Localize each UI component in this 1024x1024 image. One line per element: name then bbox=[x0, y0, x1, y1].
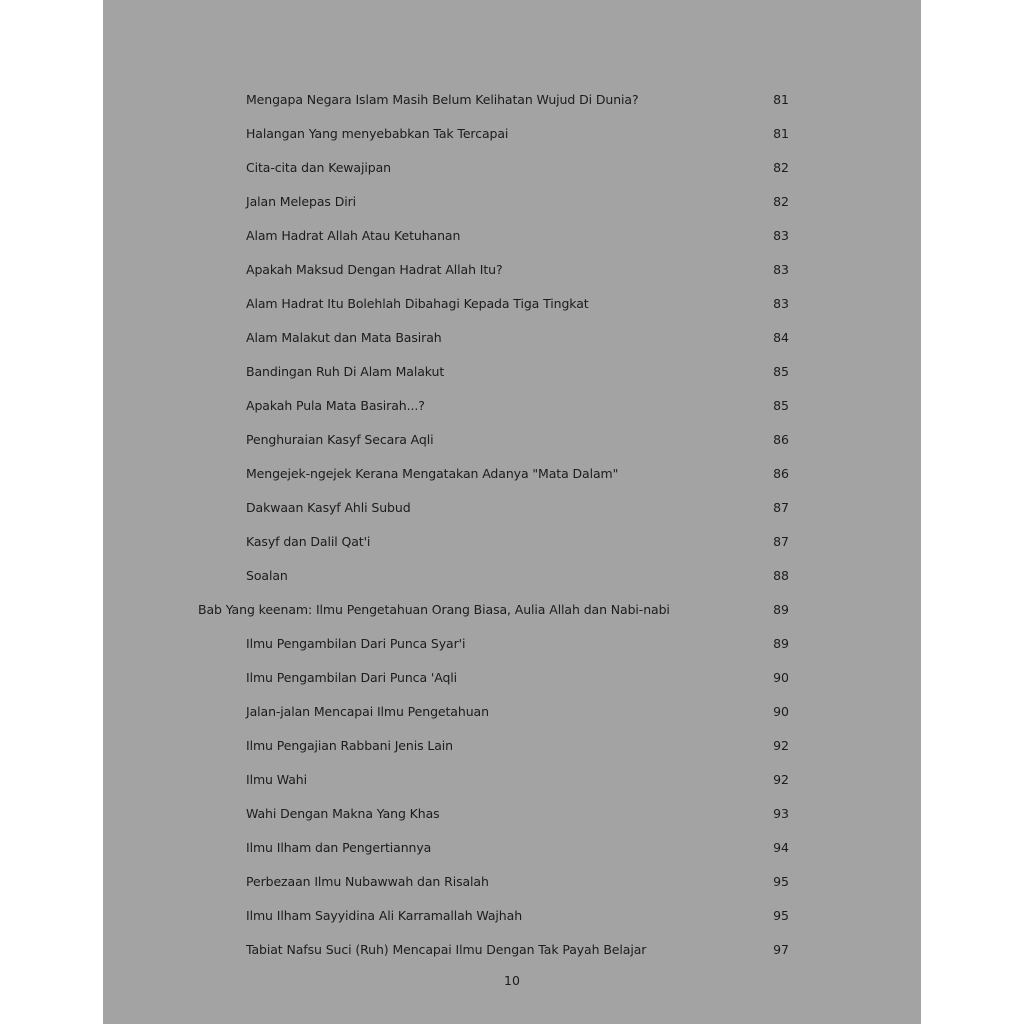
toc-entry bbox=[103, 253, 921, 287]
toc-entry bbox=[103, 423, 921, 457]
toc-entry-title: Cita-cita dan Kewajipan bbox=[246, 160, 391, 175]
toc-entry bbox=[103, 627, 921, 661]
toc-entry-page: 83 bbox=[773, 262, 789, 277]
toc-entry-page: 83 bbox=[773, 296, 789, 311]
toc-entry bbox=[103, 559, 921, 593]
toc-entry-page: 95 bbox=[773, 908, 789, 923]
toc-entry-page: 86 bbox=[773, 466, 789, 481]
toc-entry-page: 95 bbox=[773, 874, 789, 889]
toc-entry-page: 84 bbox=[773, 330, 789, 345]
toc-entry bbox=[103, 389, 921, 423]
toc-entry-page: 87 bbox=[773, 500, 789, 515]
toc-entry-title: Halangan Yang menyebabkan Tak Tercapai bbox=[246, 126, 509, 141]
toc-entry-title: Bab Yang keenam: Ilmu Pengetahuan Orang Biasa, Aulia Allah dan Nabi-nabi bbox=[198, 602, 670, 617]
toc-entry-page: 88 bbox=[773, 568, 789, 583]
toc-entry-page: 92 bbox=[773, 772, 789, 787]
toc-entry-title: Soalan bbox=[246, 568, 288, 583]
toc-entry-title: Mengapa Negara Islam Masih Belum Kelihatan Wujud Di Dunia? bbox=[246, 92, 639, 107]
toc-entry-page: 85 bbox=[773, 398, 789, 413]
toc-entry bbox=[103, 355, 921, 389]
toc-entry-title: Ilmu Wahi bbox=[246, 772, 307, 787]
toc-entry-page: 86 bbox=[773, 432, 789, 447]
toc-entry-title: Bandingan Ruh Di Alam Malakut bbox=[246, 364, 445, 379]
toc-entry bbox=[103, 219, 921, 253]
toc-entry-title: Jalan Melepas Diri bbox=[246, 194, 357, 209]
toc-entry-title: Wahi Dengan Makna Yang Khas bbox=[246, 806, 440, 821]
toc-entry-title: Apakah Maksud Dengan Hadrat Allah Itu? bbox=[246, 262, 503, 277]
toc-entry-page: 82 bbox=[773, 160, 789, 175]
toc-entry-title: Ilmu Ilham dan Pengertiannya bbox=[246, 840, 432, 855]
toc-entry-page: 87 bbox=[773, 534, 789, 549]
toc-entry-title: Apakah Pula Mata Basirah...? bbox=[246, 398, 425, 413]
toc-entry bbox=[103, 729, 921, 763]
toc-entry-page: 94 bbox=[773, 840, 789, 855]
toc-entry-title: Alam Hadrat Itu Bolehlah Dibahagi Kepada Tiga Tingkat bbox=[246, 296, 589, 311]
toc-entry bbox=[103, 185, 921, 219]
toc-entry-title: Ilmu Pengambilan Dari Punca 'Aqli bbox=[246, 670, 458, 685]
toc-entry bbox=[103, 117, 921, 151]
toc-entry-title: Alam Malakut dan Mata Basirah bbox=[246, 330, 442, 345]
toc-entry-page: 89 bbox=[773, 636, 789, 651]
toc-entry bbox=[103, 797, 921, 831]
toc-entry-title: Ilmu Ilham Sayyidina Ali Karramallah Wajhah bbox=[246, 908, 523, 923]
toc-entry bbox=[103, 899, 921, 933]
toc-entry-title: Dakwaan Kasyf Ahli Subud bbox=[246, 500, 411, 515]
toc-entry bbox=[103, 491, 921, 525]
toc-entry bbox=[103, 831, 921, 865]
toc-entry-title: Jalan-jalan Mencapai Ilmu Pengetahuan bbox=[246, 704, 489, 719]
toc-entry-page: 83 bbox=[773, 228, 789, 243]
toc-entry bbox=[103, 661, 921, 695]
toc-entry-page: 93 bbox=[773, 806, 789, 821]
toc-entry-title: Kasyf dan Dalil Qat'i bbox=[246, 534, 371, 549]
toc-entry-title: Perbezaan Ilmu Nubawwah dan Risalah bbox=[246, 874, 489, 889]
toc-entry bbox=[103, 321, 921, 355]
toc-entry bbox=[103, 695, 921, 729]
table-of-contents bbox=[103, 83, 921, 967]
toc-entry-title: Tabiat Nafsu Suci (Ruh) Mencapai Ilmu Dengan Tak Payah Belajar bbox=[246, 942, 647, 957]
toc-entry-page: 81 bbox=[773, 92, 789, 107]
toc-entry bbox=[103, 763, 921, 797]
toc-entry-title: Mengejek-ngejek Kerana Mengatakan Adanya "Mata Dalam" bbox=[246, 466, 619, 481]
toc-chapter-entry bbox=[103, 593, 921, 627]
toc-entry bbox=[103, 525, 921, 559]
toc-entry-page: 90 bbox=[773, 704, 789, 719]
toc-entry-page: 92 bbox=[773, 738, 789, 753]
toc-entry-title: Ilmu Pengambilan Dari Punca Syar'i bbox=[246, 636, 466, 651]
toc-entry-title: Ilmu Pengajian Rabbani Jenis Lain bbox=[246, 738, 453, 753]
toc-entry-page: 82 bbox=[773, 194, 789, 209]
toc-entry-title: Penghuraian Kasyf Secara Aqli bbox=[246, 432, 434, 447]
toc-entry bbox=[103, 457, 921, 491]
toc-entry bbox=[103, 287, 921, 321]
toc-entry bbox=[103, 933, 921, 967]
toc-entry bbox=[103, 83, 921, 117]
toc-entry-page: 81 bbox=[773, 126, 789, 141]
toc-entry-page: 89 bbox=[773, 602, 789, 617]
page-number: 10 bbox=[504, 973, 520, 988]
document-page bbox=[103, 0, 921, 1024]
toc-entry bbox=[103, 151, 921, 185]
toc-entry-title: Alam Hadrat Allah Atau Ketuhanan bbox=[246, 228, 461, 243]
toc-entry-page: 97 bbox=[773, 942, 789, 957]
toc-entry-page: 85 bbox=[773, 364, 789, 379]
toc-entry bbox=[103, 865, 921, 899]
toc-entry-page: 90 bbox=[773, 670, 789, 685]
